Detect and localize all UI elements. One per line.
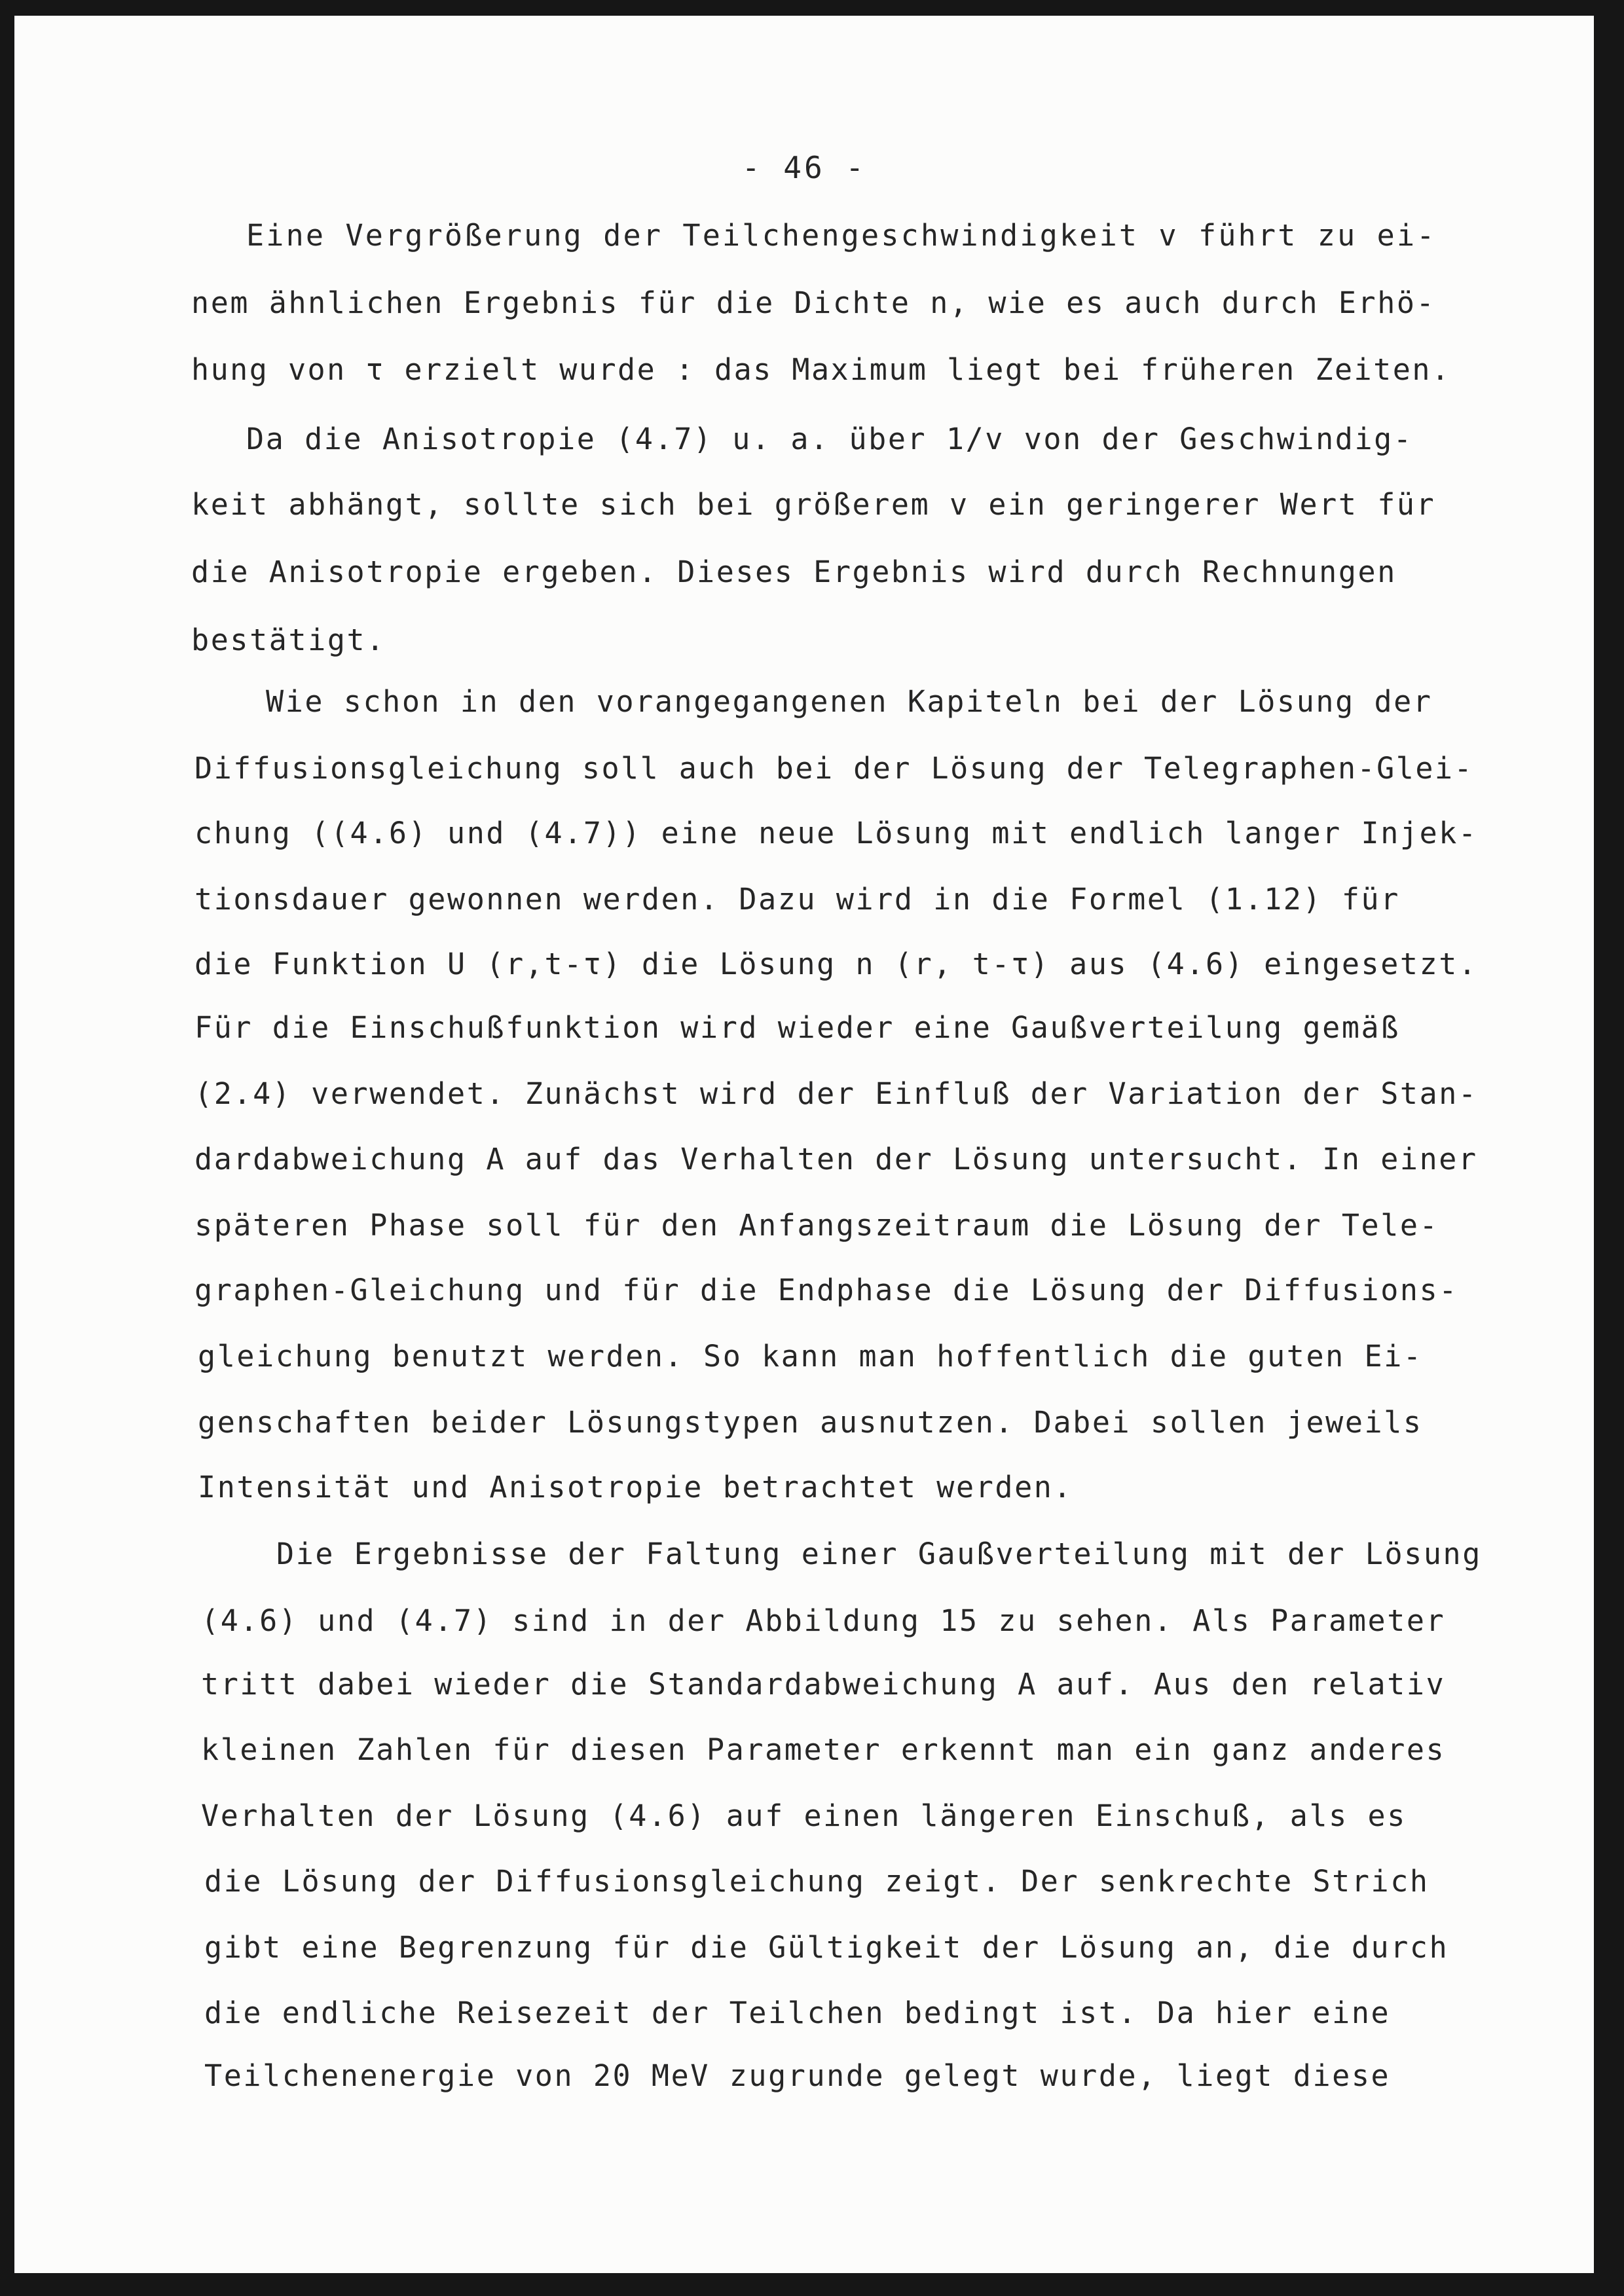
text-line: hung von τ erzielt wurde : das Maximum liegt bei früheren Zeiten.: [191, 352, 1451, 387]
text-line: graphen-Gleichung und für die Endphase die Lösung der Diffusions-: [194, 1273, 1458, 1307]
text-line: dardabweichung A auf das Verhalten der Lösung untersucht. In einer: [194, 1142, 1478, 1176]
text-line: keit abhängt, sollte sich bei größerem v ein geringerer Wert für: [191, 487, 1436, 522]
text-line: die Funktion U (r,t-τ) die Lösung n (r, t-τ) aus (4.6) eingesetzt.: [194, 947, 1478, 981]
text-line: späteren Phase soll für den Anfangszeitraum die Lösung der Tele-: [194, 1208, 1439, 1243]
text-line: Diffusionsgleichung soll auch bei der Lösung der Telegraphen-Glei-: [194, 751, 1474, 786]
text-line: Da die Anisotropie (4.7) u. a. über 1/v von der Geschwindig-: [246, 422, 1413, 456]
text-line: (4.6) und (4.7) sind in der Abbildung 15 zu sehen. Als Parameter: [201, 1603, 1446, 1638]
text-line: tionsdauer gewonnen werden. Dazu wird in die Formel (1.12) für: [194, 882, 1400, 917]
text-line: nem ähnlichen Ergebnis für die Dichte n, wie es auch durch Erhö-: [191, 285, 1436, 320]
text-line: Teilchenenergie von 20 MeV zugrunde gelegt wurde, liegt diese: [204, 2058, 1391, 2093]
text-line: Für die Einschußfunktion wird wieder eine Gaußverteilung gemäß: [194, 1010, 1400, 1045]
text-line: genschaften beider Lösungstypen ausnutzen. Dabei sollen jeweils: [198, 1405, 1423, 1440]
text-line: chung ((4.6) und (4.7)) eine neue Lösung mit endlich langer Injek-: [194, 816, 1478, 850]
text-line: die endliche Reisezeit der Teilchen bedingt ist. Da hier eine: [204, 1995, 1391, 2030]
text-line: tritt dabei wieder die Standardabweichung A auf. Aus den relativ: [201, 1667, 1446, 1702]
text-line: Eine Vergrößerung der Teilchengeschwindigkeit v führt zu ei-: [246, 218, 1437, 253]
text-line: Intensität und Anisotropie betrachtet werden.: [198, 1470, 1073, 1504]
text-line: Verhalten der Lösung (4.6) auf einen längeren Einschuß, als es: [201, 1798, 1407, 1833]
text-line: (2.4) verwendet. Zunächst wird der Einfluß der Variation der Stan-: [194, 1076, 1478, 1111]
text-line: kleinen Zahlen für diesen Parameter erkennt man ein ganz anderes: [201, 1732, 1446, 1767]
document-page: [14, 16, 1594, 2273]
text-line: die Anisotropie ergeben. Dieses Ergebnis wird durch Rechnungen: [191, 555, 1397, 589]
text-line: gleichung benutzt werden. So kann man hoffentlich die guten Ei-: [198, 1339, 1423, 1374]
text-line: die Lösung der Diffusionsgleichung zeigt. Der senkrechte Strich: [204, 1864, 1430, 1899]
page-number: - 46 -: [741, 150, 867, 185]
text-line: gibt eine Begrenzung für die Gültigkeit der Lösung an, die durch: [204, 1930, 1449, 1965]
text-line: Die Ergebnisse der Faltung einer Gaußverteilung mit der Lösung: [276, 1537, 1482, 1571]
text-line: Wie schon in den vorangegangenen Kapiteln bei der Lösung der: [266, 684, 1433, 719]
text-line: bestätigt.: [191, 623, 386, 657]
